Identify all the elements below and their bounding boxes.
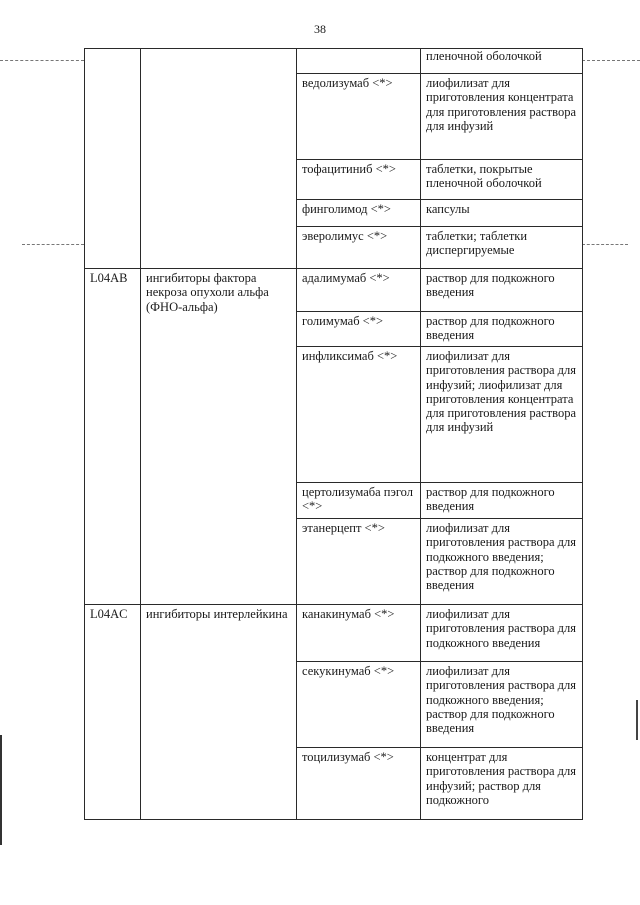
drug-name-cell: тоцилизумаб <*> xyxy=(297,748,421,820)
drug-name-cell xyxy=(297,49,421,74)
scan-fold-line xyxy=(0,60,84,61)
drug-name-cell: финголимод <*> xyxy=(297,200,421,227)
group-cell: ингибиторы фактора некроза опухоли альфа (ФНО-альфа) xyxy=(141,269,297,605)
dosage-form-cell: лиофилизат для приготовления раствора для подкожного введения xyxy=(421,605,583,662)
dosage-form-cell: лиофилизат для приготовления раствора для подкожного введения; раствор для подкожного введения xyxy=(421,519,583,605)
table-row xyxy=(85,269,583,312)
drug-name-cell: цертолизумаба пэгол <*> xyxy=(297,483,421,519)
drug-name-cell: этанерцепт <*> xyxy=(297,519,421,605)
dosage-form-cell: лиофилизат для приготовления концентрата для приготовления раствора для инфузий xyxy=(421,74,583,160)
dosage-form-cell: раствор для подкожного введения xyxy=(421,483,583,519)
drug-name-cell: канакинумаб <*> xyxy=(297,605,421,662)
dosage-form-cell: пленочной оболочкой xyxy=(421,49,583,74)
page-number: 38 xyxy=(314,22,326,36)
dosage-form-cell: таблетки; таблетки диспергируемые xyxy=(421,227,583,269)
group-cell: ингибиторы интерлейкина xyxy=(141,605,297,820)
scan-fold-line xyxy=(582,244,628,245)
atc-code-cell xyxy=(85,49,141,269)
atc-code-cell: L04AB xyxy=(85,269,141,605)
drug-name-cell: ведолизумаб <*> xyxy=(297,74,421,160)
drug-name-cell: инфликсимаб <*> xyxy=(297,347,421,483)
dosage-form-cell: таблетки, покрытые пленочной оболочкой xyxy=(421,160,583,200)
table-row xyxy=(85,605,583,662)
drug-name-cell: адалимумаб <*> xyxy=(297,269,421,312)
scan-margin-mark xyxy=(636,700,638,740)
dosage-form-cell: концентрат для приготовления раствора для инфузий; раствор для подкожного xyxy=(421,748,583,820)
drug-name-cell: секукинумаб <*> xyxy=(297,662,421,748)
drug-name-cell: тофацитиниб <*> xyxy=(297,160,421,200)
dosage-form-cell: раствор для подкожного введения xyxy=(421,312,583,347)
drug-table xyxy=(84,48,583,820)
dosage-form-cell: раствор для подкожного введения xyxy=(421,269,583,312)
scan-margin-mark xyxy=(0,735,2,845)
dosage-form-cell: капсулы xyxy=(421,200,583,227)
scan-fold-line xyxy=(22,244,84,245)
dosage-form-cell: лиофилизат для приготовления раствора для инфузий; лиофилизат для приготовления концентрата для приготовления раствора для инфузий xyxy=(421,347,583,483)
scan-fold-line xyxy=(582,60,640,61)
drug-name-cell: голимумаб <*> xyxy=(297,312,421,347)
drug-name-cell: эверолимус <*> xyxy=(297,227,421,269)
table-row xyxy=(85,49,583,74)
group-cell xyxy=(141,49,297,269)
atc-code-cell: L04AC xyxy=(85,605,141,820)
dosage-form-cell: лиофилизат для приготовления раствора для подкожного введения; раствор для подкожного введения xyxy=(421,662,583,748)
